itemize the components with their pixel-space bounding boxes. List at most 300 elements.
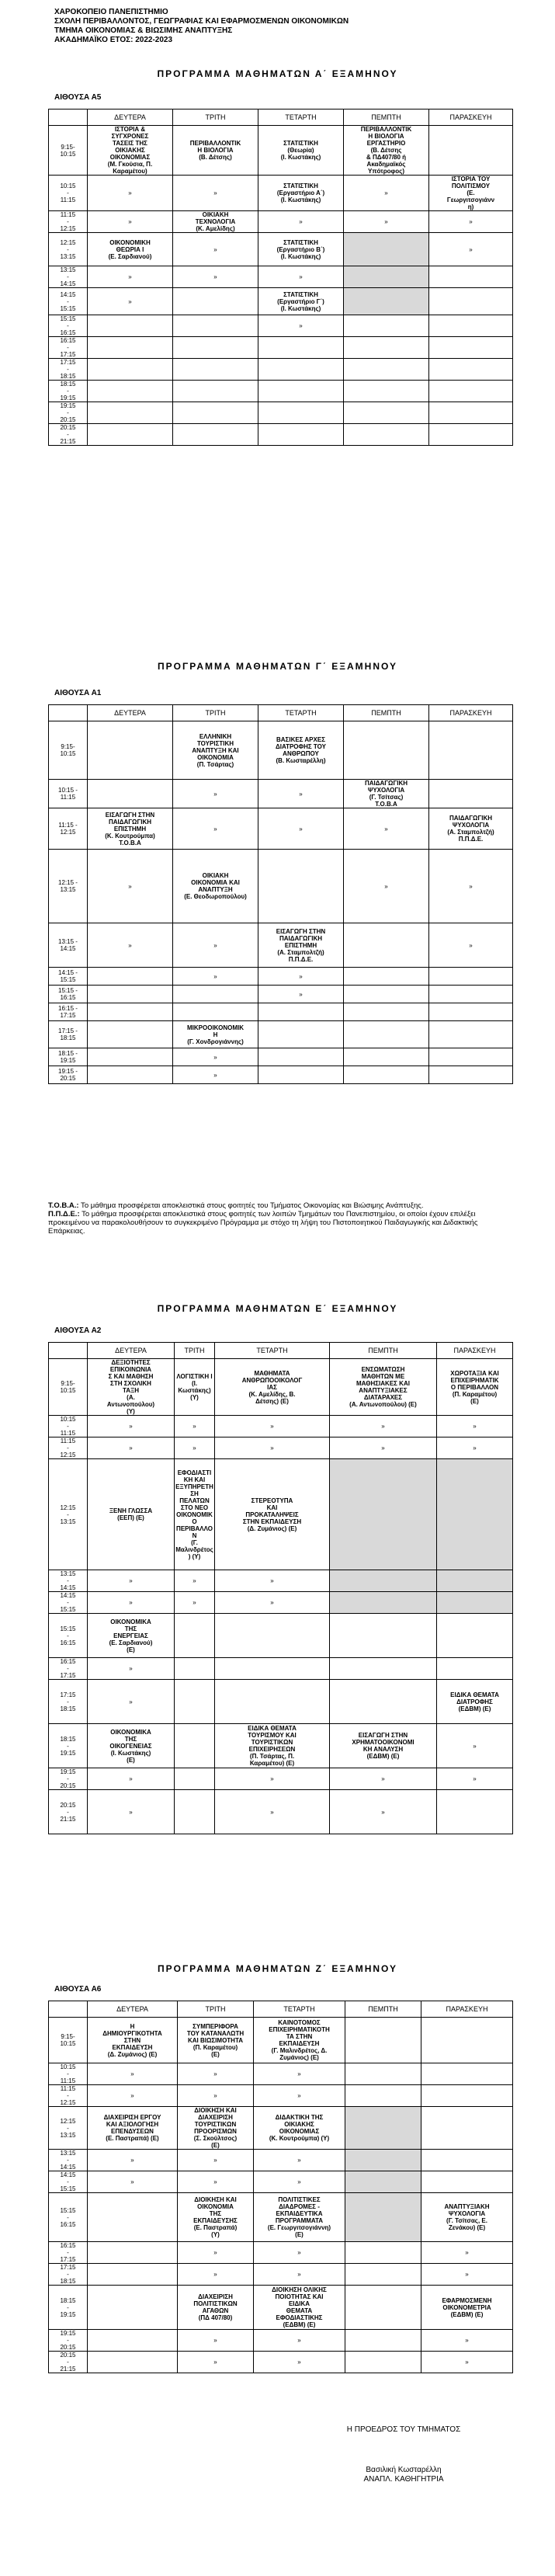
course-cell: [173, 402, 258, 424]
time-slot: 10:15 - 11:15: [49, 176, 88, 211]
course-cell: [344, 968, 429, 986]
day-header: ΠΑΡΑΣΚΕΥΗ: [437, 1343, 513, 1359]
day-header: ΤΕΤΑΡΤΗ: [254, 2001, 345, 2018]
course-cell: »: [178, 2063, 254, 2085]
course-cell: »: [437, 1437, 513, 1459]
course-cell: [175, 1680, 215, 1724]
table-row: [49, 1768, 513, 1790]
table-row: [49, 288, 513, 315]
signature-role: ΑΝΑΠΛ. ΚΑΘΗΓΗΤΡΙΑ: [363, 2475, 444, 2484]
course-cell: [437, 1658, 513, 1680]
course-cell: »: [344, 176, 429, 211]
course-cell: [429, 1066, 513, 1084]
time-slot: 15:15 - 16:15: [49, 1614, 88, 1658]
day-header: ΠΑΡΑΣΚΕΥΗ: [421, 2001, 513, 2018]
time-slot: 15:15 - 16:15: [49, 986, 88, 1003]
signature-name: Βασιλική Κωσταρέλλη: [366, 2466, 442, 2474]
course-cell: [258, 402, 344, 424]
section-title: ΠΡΟΓΡΑΜΜΑ ΜΑΘΗΜΑΤΩΝ Γ΄ ΕΞΑΜΗΝΟΥ: [158, 661, 397, 672]
time-slot: 12:15 - 13:15: [49, 850, 88, 923]
course-cell: [330, 1592, 437, 1614]
course-cell: [429, 1003, 513, 1021]
header-row: [49, 2001, 513, 2018]
table-row: [49, 1021, 513, 1048]
course-cell: »: [258, 211, 344, 233]
time-slot: 14:15 - 15:15: [49, 2171, 88, 2193]
table-row: [49, 402, 513, 424]
course-cell: »: [254, 2150, 345, 2171]
course-cell: [421, 2063, 513, 2085]
day-header: ΔΕΥΤΕΡΑ: [88, 110, 173, 126]
signature-block: [326, 2425, 481, 2484]
table-row: [49, 1592, 513, 1614]
time-slot: 17:15 - 18:15: [49, 1680, 88, 1724]
note-text: Το μάθημα προσφέρεται αποκλειστικά στους φοιτητές των λοιπών Τμημάτων του Πανεπιστημίου, οι οποίοι έχουν επιλέξει προκειμένου να παρακολουθήσουν το συγκεκριμένο Πρόγραμμα με στόχο τη λήψη του Πιστοποιητικού Παιδαγωγικής και Διδακτικής Επάρκειας.: [48, 1210, 478, 1236]
time-slot: 20:15 - 21:15: [49, 424, 88, 446]
course-cell: [330, 1680, 437, 1724]
table-row: [49, 850, 513, 923]
day-header: ΠΑΡΑΣΚΕΥΗ: [429, 705, 513, 721]
note-label: Τ.Ο.Β.Α.:: [48, 1201, 79, 1210]
timetable: [48, 109, 513, 446]
table-row: [49, 2242, 513, 2264]
time-slot: 19:15 - 20:15: [49, 1768, 88, 1790]
course-cell: [429, 337, 513, 359]
course-cell: [88, 402, 173, 424]
time-slot: 18:15 - 19:15: [49, 1048, 88, 1066]
course-cell: ΕΙΔΙΚΑ ΘΕΜΑΤΑ ΔΙΑΤΡΟΦΗΣ (ΕΔΒΜ) (Ε): [437, 1680, 513, 1724]
time-slot: 10:15 - 11:15: [49, 1416, 88, 1437]
course-cell: »: [215, 1570, 330, 1592]
course-cell: [215, 1680, 330, 1724]
day-header: ΤΡΙΤΗ: [178, 2001, 254, 2018]
course-cell: ΠΟΛΙΤΙΣΤΙΚΕΣ ΔΙΑΔΡΟΜΕΣ - ΕΚΠΑΙΔΕΥΤΙΚΑ ΠΡΟΓΡΑΜΜΑΤΑ (Ε. Γεωργιτσογιάννη) (Ε): [254, 2193, 345, 2242]
course-cell: [173, 359, 258, 381]
course-cell: ΔΙΑΧΕΙΡΙΣΗ ΠΟΛΙΤΙΣΤΙΚΩΝ ΑΓΑΘΩΝ (ΠΔ 407/80): [178, 2286, 254, 2330]
course-cell: [437, 1614, 513, 1658]
course-cell: [344, 986, 429, 1003]
course-cell: Η ΔΗΜΙΟΥΡΓΙΚΟΤΗΤΑ ΣΤΗΝ ΕΚΠΑΙΔΕΥΣΗ (Δ. Ζυμάνιος) (Ε): [88, 2018, 178, 2063]
course-cell: »: [178, 2242, 254, 2264]
course-cell: ΣΤΑΤΙΣΤΙΚΗ (Εργαστήριο Β΄) (Ι. Κωστάκης): [258, 233, 344, 266]
course-cell: [345, 2330, 421, 2352]
course-cell: »: [421, 2264, 513, 2286]
course-cell: [344, 402, 429, 424]
course-cell: ΔΙΟΙΚΗΣΗ ΟΛΙΚΗΣ ΠΟΙΟΤΗΤΑΣ ΚΑΙ ΕΙΔΙΚΑ ΘΕΜΑΤΑ ΕΦΟΔΙΑΣΤΙΚΗΣ (ΕΔΒΜ) (Ε): [254, 2286, 345, 2330]
course-cell: [344, 337, 429, 359]
table-row: [49, 337, 513, 359]
table-row: [49, 2264, 513, 2286]
course-cell: ΕΝΣΩΜΑΤΩΣΗ ΜΑΘΗΤΩΝ ΜΕ ΜΑΘΗΣΙΑΚΕΣ ΚΑΙ ΑΝΑΠΤΥΞΙΑΚΕΣ ΔΙΑΤΑΡΑΧΕΣ (Α. Αντωνοπούλου) (Ε): [330, 1359, 437, 1416]
course-cell: »: [429, 850, 513, 923]
course-cell: ΜΑΘΗΜΑΤΑ ΑΝΘΡΩΠΟΟΙΚΟΛΟΓ ΙΑΣ (Κ. Αμελίδης, Β. Δέτσης) (Ε): [215, 1359, 330, 1416]
course-cell: [344, 923, 429, 968]
course-cell: »: [88, 2150, 178, 2171]
course-cell: [421, 2107, 513, 2150]
time-slot: 18:15 - 19:15: [49, 381, 88, 402]
course-cell: [258, 1066, 344, 1084]
table-row: [49, 266, 513, 288]
course-cell: ΙΣΤΟΡΙΑ & ΣΥΓΧΡΟΝΕΣ ΤΑΣΕΙΣ ΤΗΣ ΟΙΚΙΑΚΗΣ ΟΙΚΟΝΟΜΙΑΣ (Μ. Γκούσια, Π. Καραμέτου): [88, 126, 173, 176]
course-cell: [345, 2193, 421, 2242]
table-row: [49, 315, 513, 337]
course-cell: »: [215, 1790, 330, 1834]
course-cell: ΕΛΛΗΝΙΚΗ ΤΟΥΡΙΣΤΙΚΗ ΑΝΑΠΤΥΞΗ ΚΑΙ ΟΙΚΟΝΟΜΙΑ (Π. Τσάρτας): [173, 721, 258, 780]
course-cell: ΠΑΙΔΑΓΩΓΙΚΗ ΨΥΧΟΛΟΓΙΑ (Γ. Τσίτσας) Τ.Ο.Β.Α: [344, 780, 429, 808]
course-cell: ΟΙΚΙΑΚΗ ΟΙΚΟΝΟΜΙΑ ΚΑΙ ΑΝΑΠΤΥΞΗ (Ε. Θεοδωροπούλου): [173, 850, 258, 923]
course-cell: »: [421, 2330, 513, 2352]
course-cell: [421, 2171, 513, 2193]
day-header: ΤΡΙΤΗ: [173, 110, 258, 126]
course-cell: [344, 233, 429, 266]
course-cell: [345, 2107, 421, 2150]
course-cell: [429, 381, 513, 402]
course-cell: »: [254, 2352, 345, 2373]
course-cell: [345, 2286, 421, 2330]
table-row: [49, 1459, 513, 1570]
course-cell: [175, 1614, 215, 1658]
course-cell: »: [258, 968, 344, 986]
course-cell: »: [437, 1416, 513, 1437]
course-cell: »: [178, 2171, 254, 2193]
course-cell: ΜΙΚΡΟΟΙΚΟΝΟΜΙΚ Η (Γ. Χονδρογιάννης): [173, 1021, 258, 1048]
course-cell: »: [88, 1790, 175, 1834]
course-cell: ΣΤΑΤΙΣΤΙΚΗ (Εργαστήριο Γ΄) (Ι. Κωστάκης): [258, 288, 344, 315]
course-cell: ΧΩΡΟΤΑΞΙΑ ΚΑΙ ΕΠΙΧΕΙΡΗΜΑΤΙΚ Ο ΠΕΡΙΒΑΛΛΟΝ (Π. Καραμέτου) (Ε): [437, 1359, 513, 1416]
course-cell: »: [258, 780, 344, 808]
semester-c-section: [0, 616, 555, 1303]
course-cell: [258, 424, 344, 446]
signature-title: Η ΠΡΟΕΔΡΟΣ ΤΟΥ ΤΜΗΜΑΤΟΣ: [346, 2425, 461, 2434]
table-row: [49, 211, 513, 233]
course-cell: [429, 780, 513, 808]
table-row: [49, 2352, 513, 2373]
course-cell: [173, 337, 258, 359]
course-cell: [173, 986, 258, 1003]
corner-cell: [49, 1343, 88, 1359]
time-slot: 11:15 - 12:15: [49, 1437, 88, 1459]
course-cell: [437, 1790, 513, 1834]
time-slot: 19:15 - 20:15: [49, 1066, 88, 1084]
course-cell: »: [88, 288, 173, 315]
table-row: [49, 359, 513, 381]
course-cell: »: [88, 1592, 175, 1614]
course-cell: [175, 1724, 215, 1768]
time-slot: 12:15 - 13:15: [49, 2107, 88, 2150]
day-header: ΔΕΥΤΕΡΑ: [88, 2001, 178, 2018]
semester-e-section: [0, 1303, 555, 1963]
course-cell: [344, 1003, 429, 1021]
course-cell: »: [88, 1680, 175, 1724]
course-cell: [345, 2264, 421, 2286]
course-cell: »: [175, 1592, 215, 1614]
course-cell: ΔΕΞΙΟΤΗΤΕΣ ΕΠΙΚΟΙΝΩΝΙΑ Σ ΚΑΙ ΜΑΘΗΣΗ ΣΤΗ ΣΧΟΛΙΚΗ ΤΑΞΗ (Α. Αντωνοπούλου) (Υ): [88, 1359, 175, 1416]
course-cell: »: [344, 850, 429, 923]
course-cell: [258, 359, 344, 381]
table-row: [49, 1570, 513, 1592]
day-header: ΔΕΥΤΕΡΑ: [88, 705, 173, 721]
course-cell: »: [330, 1437, 437, 1459]
day-header: ΠΕΜΠΤΗ: [344, 110, 429, 126]
table-row: [49, 721, 513, 780]
course-cell: [173, 288, 258, 315]
course-cell: [88, 1066, 173, 1084]
course-cell: [429, 126, 513, 176]
course-cell: ΠΑΙΔΑΓΩΓΙΚΗ ΨΥΧΟΛΟΓΙΑ (Α. Σταμπολτζή) Π.Π.Δ.Ε.: [429, 808, 513, 850]
time-slot: 10:15 - 11:15: [49, 2063, 88, 2085]
time-slot: 13:15 - 14:15: [49, 923, 88, 968]
course-cell: »: [254, 2063, 345, 2085]
course-cell: [344, 288, 429, 315]
table-row: [49, 1437, 513, 1459]
course-cell: ΔΙΟΙΚΗΣΗ ΚΑΙ ΔΙΑΧΕΙΡΙΣΗ ΤΟΥΡΙΣΤΙΚΩΝ ΠΡΟΟΡΙΣΜΩΝ (Σ. Σκούλτσος) (Ε): [178, 2107, 254, 2150]
course-cell: ΔΙΑΧΕΙΡΙΣΗ ΕΡΓΟΥ ΚΑΙ ΑΞΙΟΛΟΓΗΣΗ ΕΠΕΝΔΥΣΕΩΝ (Ε. Παστραπά) (Ε): [88, 2107, 178, 2150]
course-cell: »: [178, 2330, 254, 2352]
table-row: [49, 1359, 513, 1416]
time-slot: 9:15- 10:15: [49, 721, 88, 780]
course-cell: »: [88, 2171, 178, 2193]
course-cell: ΕΙΔΙΚΑ ΘΕΜΑΤΑ ΤΟΥΡΙΣΜΟΥ ΚΑΙ ΤΟΥΡΙΣΤΙΚΩΝ ΕΠΙΧΕΙΡΗΣΕΩΝ (Π. Τσάρτας, Π. Καραμέτου) (Ε): [215, 1724, 330, 1768]
course-cell: [344, 1021, 429, 1048]
course-cell: ΔΙΟΙΚΗΣΗ ΚΑΙ ΟΙΚΟΝΟΜΙΑ ΤΗΣ ΕΚΠΑΙΔΕΥΣΗΣ (Ε. Παστραπά) (Υ): [178, 2193, 254, 2242]
section-title: ΠΡΟΓΡΑΜΜΑ ΜΑΘΗΜΑΤΩΝ Ζ΄ ΕΞΑΜΗΝΟΥ: [157, 1963, 398, 1974]
course-cell: [429, 288, 513, 315]
day-header: ΠΕΜΠΤΗ: [344, 705, 429, 721]
time-slot: 9:15- 10:15: [49, 2018, 88, 2063]
table-row: [49, 1066, 513, 1084]
table-row: [49, 2150, 513, 2171]
course-cell: [344, 1048, 429, 1066]
course-cell: »: [258, 266, 344, 288]
course-cell: ΣΥΜΠΕΡΙΦΟΡΑ ΤΟΥ ΚΑΤΑΝΑΛΩΤΗ ΚΑΙ ΒΙΩΣΙΜΟΤΗΤΑ (Π. Καραμέτου) (Ε): [178, 2018, 254, 2063]
time-slot: 18:15 - 19:15: [49, 2286, 88, 2330]
header-row: [49, 705, 513, 721]
course-cell: [175, 1658, 215, 1680]
course-cell: »: [88, 2063, 178, 2085]
table-row: [49, 2286, 513, 2330]
course-cell: [215, 1658, 330, 1680]
course-cell: »: [254, 2085, 345, 2107]
table-row: [49, 923, 513, 968]
table-row: [49, 968, 513, 986]
course-cell: [88, 2193, 178, 2242]
time-slot: 13:15 - 14:15: [49, 1570, 88, 1592]
course-cell: [344, 424, 429, 446]
table-row: [49, 2193, 513, 2242]
course-cell: [88, 359, 173, 381]
time-slot: 14:15 - 15:15: [49, 968, 88, 986]
table-row: [49, 126, 513, 176]
table-row: [49, 808, 513, 850]
course-cell: [175, 1768, 215, 1790]
section-title: ΠΡΟΓΡΑΜΜΑ ΜΑΘΗΜΑΤΩΝ Α΄ ΕΞΑΜΗΝΟΥ: [157, 68, 398, 79]
course-cell: »: [88, 850, 173, 923]
notes: [48, 1201, 512, 1236]
course-cell: »: [429, 923, 513, 968]
course-cell: [88, 2330, 178, 2352]
course-cell: »: [175, 1437, 215, 1459]
table-row: [49, 1724, 513, 1768]
course-cell: [421, 2150, 513, 2171]
time-slot: 13:15 - 14:15: [49, 266, 88, 288]
course-cell: »: [88, 923, 173, 968]
course-cell: »: [258, 808, 344, 850]
table-row: [49, 424, 513, 446]
course-cell: »: [429, 233, 513, 266]
course-cell: [429, 402, 513, 424]
note-label: Π.Π.Δ.Ε.:: [48, 1210, 80, 1218]
time-slot: 15:15 - 16:15: [49, 315, 88, 337]
time-slot: 16:15 - 17:15: [49, 1658, 88, 1680]
course-cell: ΕΙΣΑΓΩΓΗ ΣΤΗΝ ΠΑΙΔΑΓΩΓΙΚΗ ΕΠΙΣΤΗΜΗ (Α. Σταμπολτζή) Π.Π.Δ.Ε.: [258, 923, 344, 968]
course-cell: [344, 359, 429, 381]
time-slot: 20:15 - 21:15: [49, 1790, 88, 1834]
course-cell: [429, 1048, 513, 1066]
time-slot: 20:15 - 21:15: [49, 2352, 88, 2373]
schedule-page: [0, 8, 555, 2522]
course-cell: [330, 1570, 437, 1592]
course-cell: [175, 1790, 215, 1834]
course-cell: [344, 721, 429, 780]
time-slot: 16:15 - 17:15: [49, 1003, 88, 1021]
room-label: ΑΙΘΟΥΣΑ Α1: [54, 689, 102, 697]
course-cell: [258, 1021, 344, 1048]
document-header: [54, 8, 555, 45]
corner-cell: [49, 705, 88, 721]
course-cell: ΟΙΚΟΝΟΜΙΚΑ ΤΗΣ ΟΙΚΟΓΕΝΕΙΑΣ (Ι. Κωστάκης) (Ε): [88, 1724, 175, 1768]
course-cell: ΙΣΤΟΡΙΑ ΤΟΥ ΠΟΛΙΤΙΣΜΟΥ (Ε. Γεωργιτσογιάνν η): [429, 176, 513, 211]
course-cell: [88, 1021, 173, 1048]
course-cell: [344, 1066, 429, 1084]
course-cell: [345, 2018, 421, 2063]
time-slot: 11:15 - 12:15: [49, 211, 88, 233]
course-cell: ΛΟΓΙΣΤΙΚΗ Ι (Ι. Κωστάκης) (Υ): [175, 1359, 215, 1416]
time-slot: 11:15 - 12:15: [49, 808, 88, 850]
course-cell: »: [173, 923, 258, 968]
header-row: [49, 1343, 513, 1359]
header-line: ΣΧΟΛΗ ΠΕΡΙΒΑΛΛΟΝΤΟΣ, ΓΕΩΓΡΑΦΙΑΣ ΚΑΙ ΕΦΑΡΜΟΣΜΕΝΩΝ ΟΙΚΟΝΟΜΙΚΩΝ: [54, 17, 349, 26]
course-cell: ΠΕΡΙΒΑΛΛΟΝΤΙΚ Η ΒΙΟΛΟΓΙΑ (Β. Δέτσης): [173, 126, 258, 176]
course-cell: [429, 986, 513, 1003]
table-row: [49, 2018, 513, 2063]
course-cell: [437, 1570, 513, 1592]
header-line: ΤΜΗΜΑ ΟΙΚΟΝΟΜΙΑΣ & ΒΙΩΣΙΜΗΣ ΑΝΑΠΤΥΞΗΣ: [54, 26, 233, 35]
course-cell: ΠΕΡΙΒΑΛΛΟΝΤΙΚ Η ΒΙΟΛΟΓΙΑ ΕΡΓΑΣΤΗΡΙΟ (Β. Δέτσης & ΠΔ407/80 ή Ακαδημαϊκός Υπότροφος): [344, 126, 429, 176]
course-cell: [88, 337, 173, 359]
semester-g-section: [0, 1963, 555, 2522]
course-cell: ΞΕΝΗ ΓΛΩΣΣΑ (ΕΕΠ) (Ε): [88, 1459, 175, 1570]
course-cell: »: [88, 266, 173, 288]
course-cell: ΟΙΚΟΝΟΜΙΚΑ ΤΗΣ ΕΝΕΡΓΕΙΑΣ (Ε. Σαρδιανού) (Ε): [88, 1614, 175, 1658]
course-cell: [88, 2286, 178, 2330]
course-cell: [429, 359, 513, 381]
course-cell: [437, 1592, 513, 1614]
header-line: ΑΚΑΔΗΜΑΪΚΟ ΕΤΟΣ: 2022-2023: [54, 36, 173, 44]
table-row: [49, 1790, 513, 1834]
course-cell: »: [178, 2264, 254, 2286]
table-row: [49, 1658, 513, 1680]
table-row: [49, 2085, 513, 2107]
course-cell: [88, 315, 173, 337]
day-header: ΤΕΤΑΡΤΗ: [258, 110, 344, 126]
course-cell: »: [88, 1416, 175, 1437]
table-row: [49, 233, 513, 266]
course-cell: »: [330, 1416, 437, 1437]
table-row: [49, 780, 513, 808]
course-cell: »: [175, 1570, 215, 1592]
course-cell: [421, 2018, 513, 2063]
table-row: [49, 1680, 513, 1724]
course-cell: »: [421, 2352, 513, 2373]
day-header: ΠΕΜΠΤΗ: [330, 1343, 437, 1359]
course-cell: »: [173, 176, 258, 211]
time-slot: 11:15 - 12:15: [49, 2085, 88, 2107]
course-cell: [330, 1614, 437, 1658]
note: [48, 1201, 512, 1210]
course-cell: [88, 2352, 178, 2373]
note-text: Το μάθημα προσφέρεται αποκλειστικά στους φοιτητές του Τμήματος Οικονομίας και Βιώσιμης Ανάπτυξης.: [78, 1201, 424, 1210]
time-slot: 12:15 - 13:15: [49, 233, 88, 266]
timetable: [48, 1342, 513, 1834]
course-cell: [345, 2242, 421, 2264]
time-slot: 13:15 - 14:15: [49, 2150, 88, 2171]
course-cell: »: [173, 266, 258, 288]
course-cell: »: [88, 1658, 175, 1680]
course-cell: »: [173, 1066, 258, 1084]
course-cell: »: [429, 211, 513, 233]
time-slot: 17:15 - 18:15: [49, 2264, 88, 2286]
day-header: ΠΕΜΠΤΗ: [345, 2001, 421, 2018]
time-slot: 17:15 - 18:15: [49, 359, 88, 381]
course-cell: ΕΙΣΑΓΩΓΗ ΣΤΗΝ ΠΑΙΔΑΓΩΓΙΚΗ ΕΠΙΣΤΗΜΗ (Κ. Κουτρούμπα) Τ.Ο.Β.Α: [88, 808, 173, 850]
time-slot: 12:15 - 13:15: [49, 1459, 88, 1570]
header-line: ΧΑΡΟΚΟΠΕΙΟ ΠΑΝΕΠΙΣΤΗΜΙΟ: [54, 8, 168, 16]
course-cell: [345, 2150, 421, 2171]
course-cell: [88, 968, 173, 986]
room-label: ΑΙΘΟΥΣΑ Α5: [54, 93, 102, 102]
course-cell: »: [88, 1437, 175, 1459]
course-cell: »: [330, 1768, 437, 1790]
course-cell: [88, 381, 173, 402]
course-cell: »: [344, 211, 429, 233]
course-cell: ΕΙΣΑΓΩΓΗ ΣΤΗΝ ΧΡΗΜΑΤΟΟΙΚΟΝΟΜΙ ΚΗ ΑΝΑΛΥΣΗ (ΕΔΒΜ) (Ε): [330, 1724, 437, 1768]
course-cell: [330, 1459, 437, 1570]
table-row: [49, 1614, 513, 1658]
course-cell: [429, 266, 513, 288]
course-cell: [173, 381, 258, 402]
course-cell: »: [178, 2352, 254, 2373]
course-cell: [330, 1658, 437, 1680]
note: [48, 1210, 512, 1236]
time-slot: 19:15 - 20:15: [49, 402, 88, 424]
course-cell: [173, 424, 258, 446]
course-cell: [345, 2063, 421, 2085]
timetable: [48, 704, 513, 1084]
course-cell: [345, 2085, 421, 2107]
course-cell: [88, 721, 173, 780]
time-slot: 15:15 - 16:15: [49, 2193, 88, 2242]
course-cell: [345, 2352, 421, 2373]
course-cell: [173, 315, 258, 337]
course-cell: ΔΙΔΑΚΤΙΚΗ ΤΗΣ ΟΙΚΙΑΚΗΣ ΟΙΚΟΝΟΜΙΑΣ (Κ. Κουτρούμπα) (Υ): [254, 2107, 345, 2150]
course-cell: »: [254, 2264, 345, 2286]
table-row: [49, 2330, 513, 2352]
room-label: ΑΙΘΟΥΣΑ Α2: [54, 1326, 102, 1335]
course-cell: »: [178, 2085, 254, 2107]
course-cell: [429, 315, 513, 337]
course-cell: ΟΙΚΟΝΟΜΙΚΗ ΘΕΩΡΙΑ Ι (Ε. Σαρδιανού): [88, 233, 173, 266]
time-slot: 16:15 - 17:15: [49, 2242, 88, 2264]
